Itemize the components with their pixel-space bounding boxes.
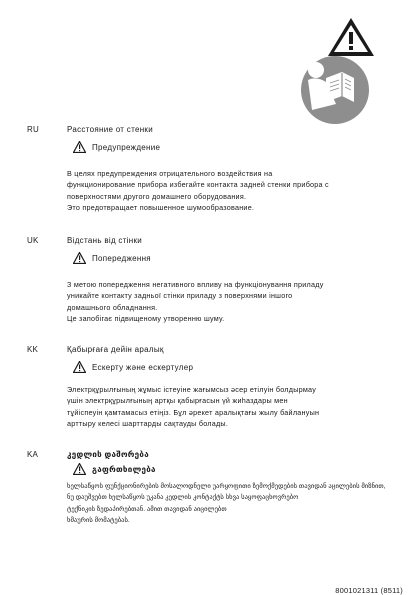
language-code: KA <box>27 450 39 459</box>
section-body <box>67 481 407 527</box>
body-line: ნუ დაუშვებთ ხელსაწყოს უკანა კედლის კონტაქტს სხვა საყოფაცხოვრებო <box>67 494 299 502</box>
language-code: RU <box>27 125 39 134</box>
warning-triangle-icon <box>73 463 86 475</box>
warning-triangle-icon <box>328 18 374 56</box>
warning-line <box>73 463 156 475</box>
section-heading: Расстояние от стенки <box>67 125 154 134</box>
warning-line <box>73 141 160 153</box>
warning-line <box>73 252 151 264</box>
warning-label: Попередження <box>92 253 151 263</box>
document-number: 8001021311 (8511) <box>335 586 403 595</box>
body-line: Это предотвращает повышенное шумообразование. <box>67 203 255 213</box>
body-line: үшін электрқұрылғының артқы қабырғасын үй жиһаздары мен <box>67 396 288 406</box>
manual-warning-pictogram <box>296 18 376 124</box>
body-line: Це запобігає підвищеному утворенню шуму. <box>67 314 225 324</box>
body-line: В целях предупреждения отрицательного воздействия на <box>67 169 273 178</box>
section-heading: კედლის დაშორება <box>67 450 149 459</box>
warning-label: გაფრთხილება <box>92 464 156 474</box>
warning-triangle-icon <box>73 252 86 264</box>
body-line: тұйіспеуін қамтамасыз етіңіз. Бұл әрекет аралықтағы жылу байлануын <box>67 407 320 417</box>
section-body <box>67 168 407 214</box>
body-line: арттыру келесі шарттарды сақтауды болады. <box>67 419 229 429</box>
body-line: домашнього обладнання. <box>67 302 158 312</box>
body-line: ტექნიკის ზედაპირებთან. ამით თავიდან აიცილებთ <box>67 505 227 513</box>
warning-label: Предупреждение <box>92 142 161 152</box>
warning-triangle-icon <box>73 141 86 153</box>
section-heading: Қабырғаға дейін аралық <box>67 345 164 354</box>
language-code: UK <box>27 236 39 245</box>
body-line: З метою попередження негативного впливу на функціонування приладу <box>67 280 324 289</box>
body-line: ხელსაწყოს ფუნქციონირების მოსალოდნელი უარყოფითი ზემოქმედების თავიდან აცილების მიზნით, <box>67 483 386 490</box>
body-line: Электрқұрылғының жұмыс істеуіне жағымсыз әсер етілуін болдырмау <box>67 385 317 394</box>
warning-triangle-icon <box>73 361 86 373</box>
read-manual-icon <box>296 18 376 124</box>
body-line: поверхностями другого домашнего оборудования. <box>67 191 247 201</box>
section-heading: Відстань від стінки <box>67 236 143 245</box>
warning-line <box>73 361 193 373</box>
body-line: функционирование прибора избегайте контакта задней стенки прибора с <box>67 180 329 190</box>
body-line: уникайте контакту задньої стінки приладу з поверхнями іншого <box>67 291 293 301</box>
section-body <box>67 279 407 325</box>
warning-label: Ескерту және ескертулер <box>92 362 194 372</box>
language-code: KK <box>27 345 39 354</box>
body-line: ხმაურის მომატებას. <box>67 517 130 525</box>
section-body <box>67 384 407 430</box>
